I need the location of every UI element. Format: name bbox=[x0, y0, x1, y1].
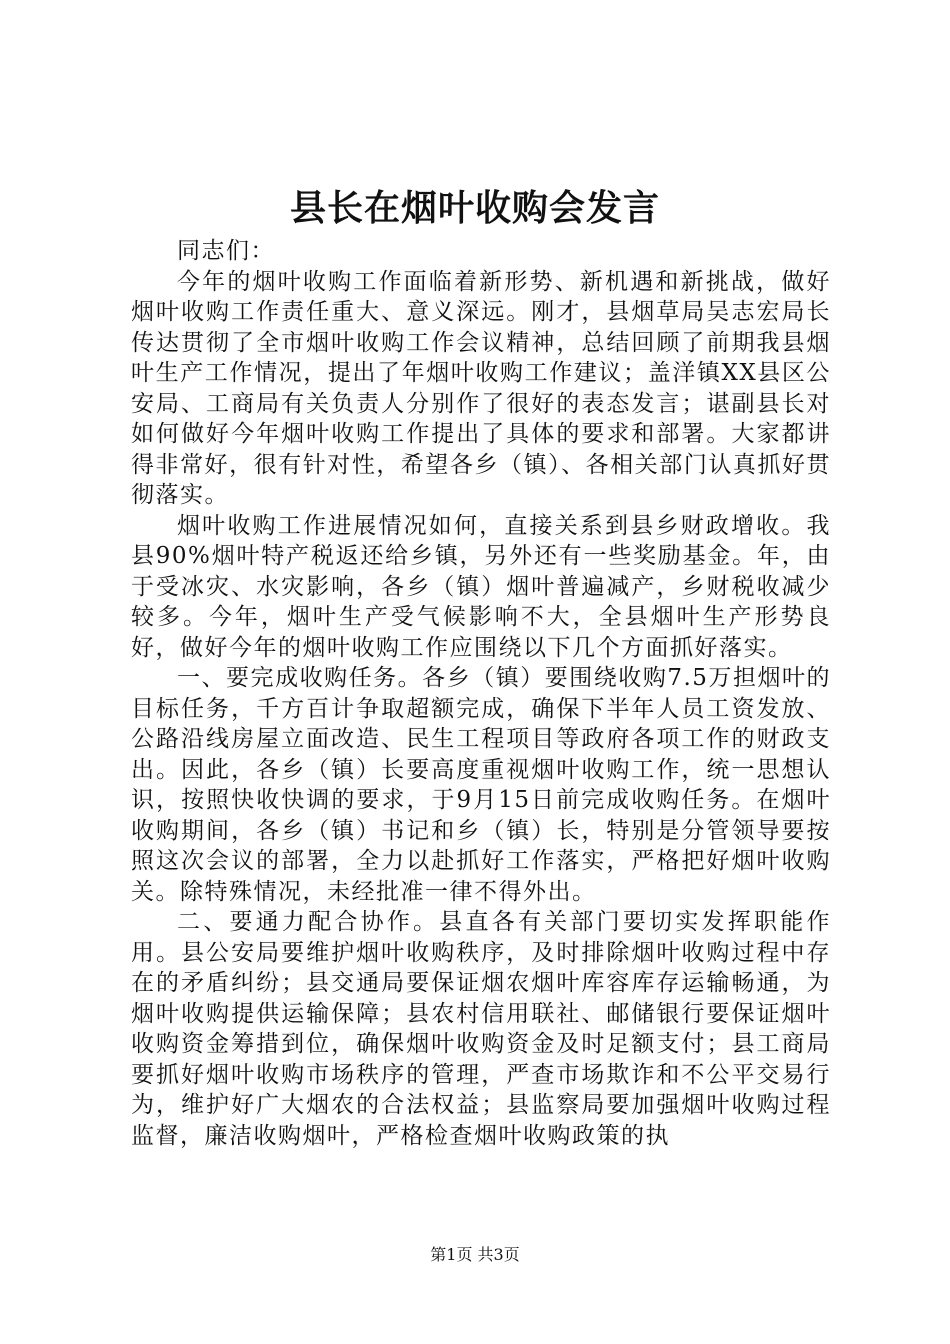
document-body bbox=[131, 236, 831, 1151]
document-title: 县长在烟叶收购会发言 bbox=[289, 187, 660, 229]
body-paragraph: 二、要通力配合协作。县直各有关部门要切实发挥职能作用。县公安局要维护烟叶收购秩序，及时排除烟叶收购过程中存在的矛盾纠纷；县交通局要保证烟农烟叶库容库存运输畅通，为烟叶收购提供运输保障；县农村信用联社、邮储银行要保证烟叶收购资金筹措到位，确保烟叶收购资金及时足额支付；县工商局要抓好烟叶收购市场秩序的管理，严查市场欺诈和不公平交易行为，维护好广大烟农的合法权益；县监察局要加强烟叶收购过程监督，廉洁收购烟叶，严格检查烟叶收购政策的执 bbox=[131, 909, 831, 1149]
body-paragraph: 今年的烟叶收购工作面临着新形势、新机遇和新挑战，做好烟叶收购工作责任重大、意义深远。刚才，县烟草局吴志宏局长传达贯彻了全市烟叶收购工作会议精神，总结回顾了前期我县烟叶生产工作情况，提出了年烟叶收购工作建议；盖洋镇XX县区公安局、工商局有关负责人分别作了很好的表态发言；谌副县长对如何做好今年烟叶收购工作提出了具体的要求和部署。大家都讲得非常好，很有针对性，希望各乡（镇）、各相关部门认真抓好贯彻落实。 bbox=[131, 268, 831, 508]
salutation-paragraph: 同志们： bbox=[177, 238, 275, 264]
body-paragraph: 一、要完成收购任务。各乡（镇）要围绕收购7.5万担烟叶的目标任务，千方百计争取超额完成，确保下半年人员工资发放、公路沿线房屋立面改造、民生工程项目等政府各项工作的财政支出。因此，各乡（镇）长要高度重视烟叶收购工作，统一思想认识，按照快收快调的要求，于9月15日前完成收购任务。在烟叶收购期间，各乡（镇）书记和乡（镇）长，特别是分管领导要按照这次会议的部署，全力以赴抓好工作落实，严格把好烟叶收购关。除特殊情况，未经批准一律不得外出。 bbox=[131, 665, 831, 905]
page-footer: 第1页 共3页 bbox=[430, 1245, 520, 1264]
body-paragraph: 烟叶收购工作进展情况如何，直接关系到县乡财政增收。我县90%烟叶特产税返还给乡镇，另外还有一些奖励基金。年，由于受冰灾、水灾影响，各乡（镇）烟叶普遍减产，乡财税收减少较多。今年，烟叶生产受气候影响不大，全县烟叶生产形势良好，做好今年的烟叶收购工作应围绕以下几个方面抓好落实。 bbox=[131, 512, 831, 661]
